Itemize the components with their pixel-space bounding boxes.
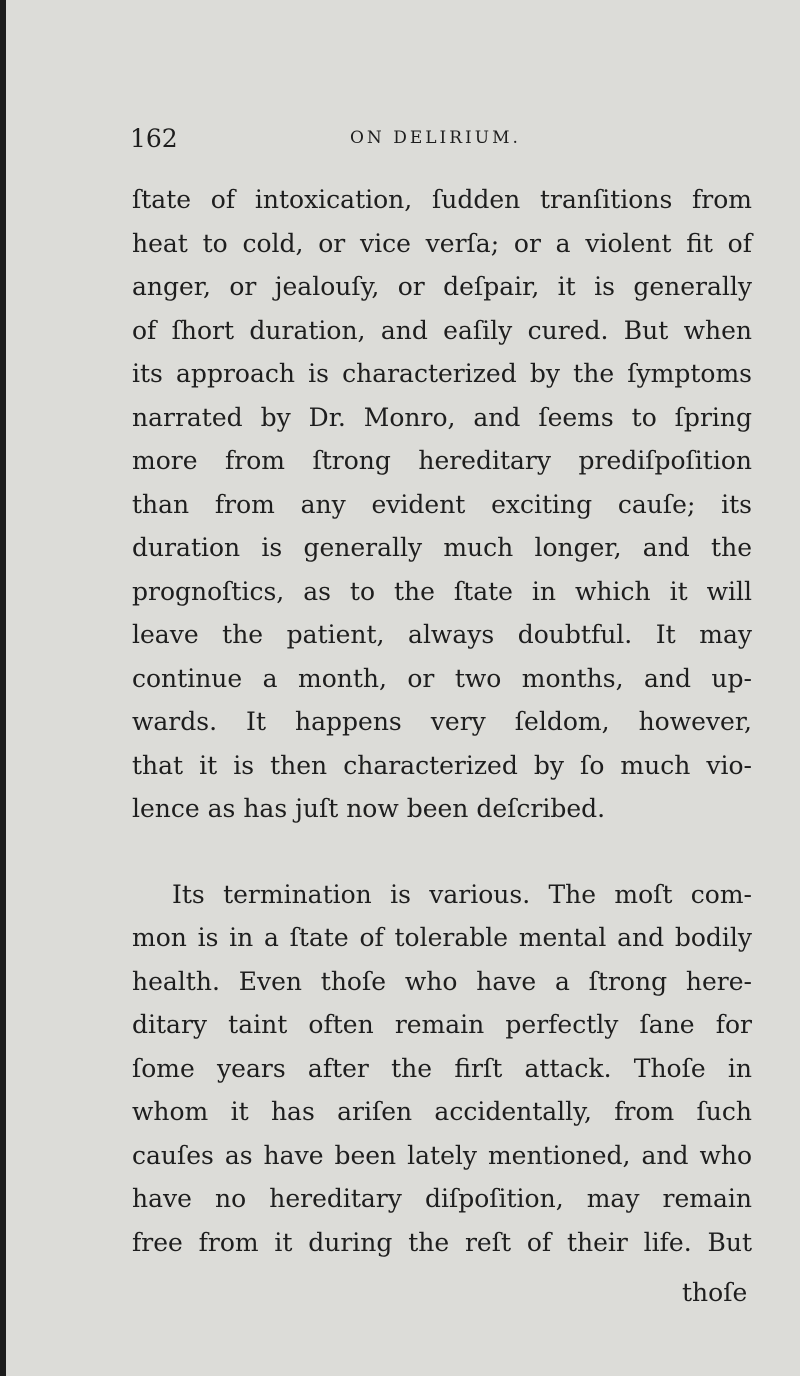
text-line: duration is generally much longer, and the bbox=[132, 533, 752, 562]
text-line: than from any evident exciting cauſe; its bbox=[132, 489, 752, 519]
text-line: that it is then characterized by ſo much vio- bbox=[132, 750, 752, 780]
text-line: free from it during the reſt of their life. But bbox=[132, 1227, 752, 1257]
text-line: lence as has juſt now been deſcribed. bbox=[132, 794, 606, 823]
text-line: mon is in a ſtate of tolerable mental and bodily bbox=[132, 923, 752, 952]
page-header bbox=[130, 124, 642, 158]
text-line: health. Even thoſe who have a ſtrong here- bbox=[132, 966, 752, 996]
body-text bbox=[132, 178, 752, 1264]
text-line: its approach is characterized by the ſymptoms bbox=[132, 359, 752, 388]
catchword: thoſe bbox=[682, 1278, 748, 1307]
book-page bbox=[6, 0, 800, 1376]
text-line: cauſes as have been lately mentioned, and who bbox=[132, 1140, 752, 1170]
text-line: of ſhort duration, and eaſily cured. But when bbox=[132, 315, 752, 345]
paragraph-2 bbox=[132, 873, 752, 1265]
text-line: narrated by Dr. Monro, and ſeems to ſpring bbox=[132, 402, 752, 432]
text-line: more from ſtrong hereditary prediſpoſition bbox=[132, 446, 752, 475]
text-line: prognoſtics, as to the ſtate in which it will bbox=[132, 576, 752, 606]
paragraph-gap bbox=[132, 831, 752, 873]
text-line: ſome years after the firſt attack. Thoſe in bbox=[132, 1053, 752, 1083]
text-line: have no hereditary diſpoſition, may remain bbox=[132, 1184, 752, 1213]
text-line: anger, or jealouſy, or deſpair, it is generally bbox=[132, 272, 752, 301]
page-number: 162 bbox=[130, 124, 178, 153]
text-line: Its termination is various. The moſt com- bbox=[172, 879, 752, 909]
paragraph-1 bbox=[132, 178, 752, 831]
running-head: ON DELIRIUM. bbox=[350, 128, 521, 148]
text-line: wards. It happens very ſeldom, however, bbox=[132, 707, 752, 736]
text-line: ſtate of intoxication, ſudden tranſitions from bbox=[132, 185, 752, 214]
text-line: continue a month, or two months, and up- bbox=[132, 663, 752, 693]
text-line: whom it has ariſen accidentally, from ſuch bbox=[132, 1097, 752, 1126]
text-line: leave the patient, always doubtful. It may bbox=[132, 620, 752, 649]
text-line: ditary taint often remain perfectly ſane for bbox=[132, 1010, 752, 1039]
text-line: heat to cold, or vice verſa; or a violent fit of bbox=[132, 228, 752, 258]
